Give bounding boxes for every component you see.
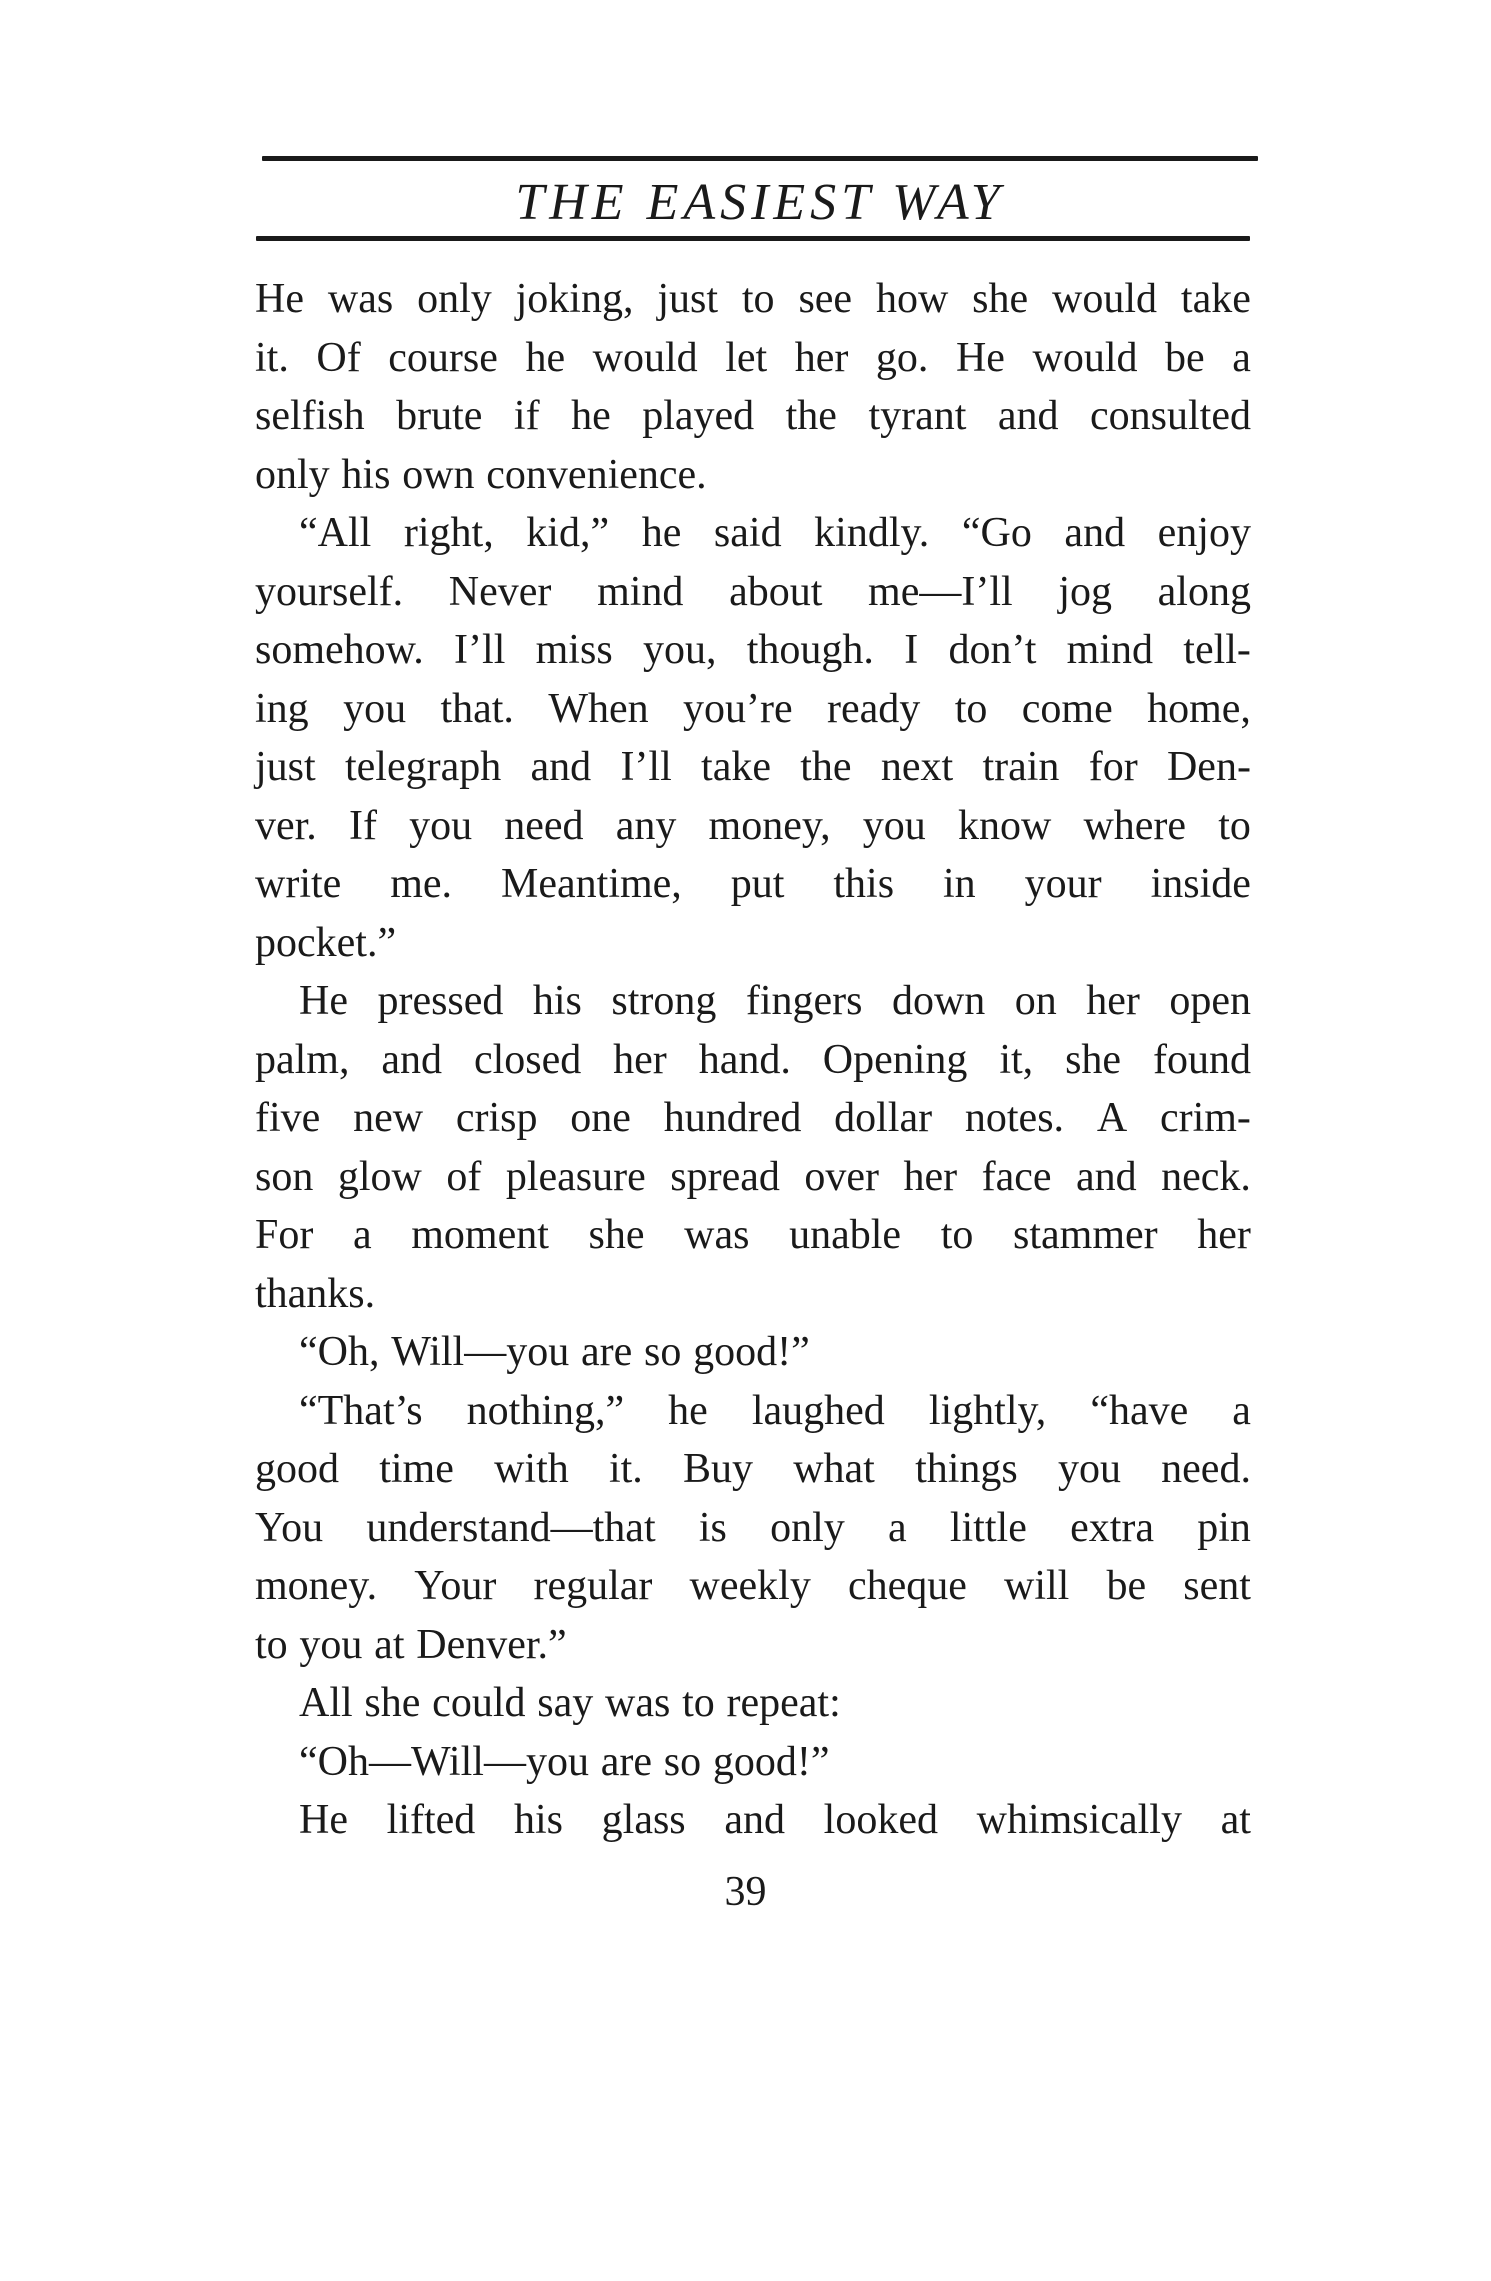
word: hand. bbox=[698, 1036, 791, 1083]
word: her bbox=[903, 1153, 958, 1200]
word: was bbox=[327, 276, 394, 322]
word: Will—you bbox=[391, 1329, 570, 1375]
word: only bbox=[417, 276, 492, 322]
text-line bbox=[255, 855, 1251, 914]
word: is bbox=[698, 1504, 727, 1551]
word: you bbox=[343, 685, 407, 732]
word: a bbox=[352, 1212, 372, 1258]
word: write bbox=[255, 861, 342, 907]
word: let bbox=[725, 334, 768, 381]
word: “All bbox=[299, 510, 372, 556]
word: he bbox=[641, 510, 682, 556]
word: he bbox=[525, 334, 566, 381]
word: I bbox=[904, 627, 919, 673]
word: the bbox=[785, 393, 837, 439]
word: own bbox=[402, 451, 475, 498]
text-line bbox=[255, 1206, 1251, 1265]
word: to bbox=[954, 685, 988, 732]
word: Never bbox=[448, 568, 552, 615]
text-line bbox=[255, 270, 1251, 329]
text-line bbox=[255, 1616, 1251, 1675]
page-number: 39 bbox=[724, 1869, 767, 1915]
word: understand—that bbox=[366, 1504, 656, 1551]
word: he bbox=[571, 393, 611, 439]
word: and bbox=[1064, 510, 1126, 556]
word: He bbox=[955, 334, 1005, 381]
word: selfish bbox=[255, 393, 365, 439]
word: me—I’ll bbox=[868, 568, 1013, 615]
word: A bbox=[1096, 1095, 1128, 1141]
word: you’re bbox=[683, 685, 793, 732]
word: her bbox=[794, 334, 849, 381]
word: to bbox=[741, 276, 775, 322]
word: was bbox=[684, 1212, 750, 1258]
word: “Oh, bbox=[299, 1329, 380, 1375]
word: say bbox=[537, 1680, 594, 1726]
word: it. bbox=[255, 334, 289, 381]
word: see bbox=[798, 276, 853, 322]
word: sent bbox=[1183, 1563, 1251, 1609]
word: I’ll bbox=[620, 744, 672, 790]
word: your bbox=[1024, 861, 1102, 907]
word: cheque bbox=[847, 1563, 967, 1609]
word: found bbox=[1152, 1036, 1251, 1083]
word: to bbox=[682, 1680, 715, 1726]
word: me. bbox=[390, 861, 453, 907]
word: pocket.” bbox=[255, 919, 397, 966]
text-line bbox=[255, 1733, 1251, 1792]
word: home, bbox=[1147, 685, 1251, 732]
word: she bbox=[588, 1212, 645, 1258]
word: would bbox=[592, 334, 698, 381]
word: pleasure bbox=[505, 1153, 646, 1200]
word: next bbox=[880, 744, 954, 790]
word: need bbox=[504, 802, 584, 849]
word: a bbox=[1232, 334, 1251, 381]
text-line bbox=[255, 621, 1251, 680]
word: pressed bbox=[377, 978, 504, 1024]
word: take bbox=[1180, 276, 1251, 322]
word: a bbox=[887, 1504, 907, 1551]
word: five bbox=[255, 1095, 321, 1141]
word: the bbox=[800, 744, 852, 790]
text-line bbox=[255, 914, 1251, 973]
word: strong bbox=[611, 978, 717, 1024]
word: just bbox=[255, 744, 316, 790]
word: money. bbox=[255, 1563, 378, 1609]
text-line bbox=[255, 680, 1251, 739]
word: tyrant bbox=[868, 393, 967, 439]
word: though. bbox=[746, 627, 874, 673]
word: moment bbox=[411, 1212, 549, 1258]
word: this bbox=[833, 861, 895, 907]
word: good!” bbox=[693, 1329, 810, 1375]
word: good!” bbox=[712, 1738, 830, 1785]
word: only bbox=[770, 1504, 845, 1551]
word: just bbox=[657, 276, 719, 322]
word: glow bbox=[337, 1153, 422, 1200]
word: He bbox=[299, 1797, 348, 1843]
word: fingers bbox=[745, 978, 863, 1024]
word: course bbox=[388, 334, 498, 381]
word: her bbox=[1086, 978, 1140, 1024]
word: in bbox=[943, 861, 976, 907]
word: things bbox=[915, 1446, 1018, 1492]
word: his bbox=[513, 1797, 563, 1843]
word: his bbox=[532, 978, 582, 1024]
word: glass bbox=[601, 1797, 686, 1843]
text-line bbox=[255, 329, 1251, 388]
word: along bbox=[1157, 568, 1251, 615]
word: laughed bbox=[751, 1387, 885, 1434]
word: could bbox=[432, 1680, 526, 1726]
word: at bbox=[1220, 1797, 1251, 1843]
word: for bbox=[1088, 744, 1138, 790]
word: weekly bbox=[689, 1563, 811, 1609]
word: her bbox=[613, 1036, 667, 1083]
word: repeat: bbox=[726, 1680, 841, 1726]
word: consulted bbox=[1090, 393, 1251, 439]
word: be bbox=[1106, 1563, 1147, 1609]
word: enjoy bbox=[1157, 510, 1251, 556]
word: money, bbox=[708, 802, 831, 849]
word: palm, bbox=[255, 1036, 350, 1083]
word: ready bbox=[827, 685, 921, 732]
word: you, bbox=[642, 627, 717, 673]
word: it. bbox=[608, 1446, 643, 1492]
word: notes. bbox=[964, 1095, 1065, 1141]
word: you bbox=[299, 1621, 363, 1668]
word: When bbox=[548, 685, 649, 732]
word: telegraph bbox=[344, 744, 502, 790]
word: Your bbox=[414, 1563, 497, 1609]
word: new bbox=[353, 1095, 424, 1141]
word: good bbox=[255, 1446, 339, 1492]
word: about bbox=[729, 568, 823, 615]
word: “have bbox=[1090, 1387, 1189, 1434]
header-rule-top bbox=[262, 156, 1258, 161]
word: Meantime, bbox=[501, 861, 682, 907]
word: take bbox=[701, 744, 771, 790]
body-text bbox=[255, 270, 1251, 1850]
word: train bbox=[982, 744, 1060, 790]
word: put bbox=[730, 861, 785, 907]
text-line bbox=[255, 972, 1251, 1031]
word: to bbox=[1218, 802, 1251, 849]
word: at bbox=[374, 1621, 405, 1668]
word: looked bbox=[823, 1797, 938, 1843]
word: ver. bbox=[255, 802, 317, 849]
word: crim- bbox=[1159, 1095, 1251, 1141]
word: are bbox=[580, 1329, 633, 1375]
word: be bbox=[1165, 334, 1205, 381]
word: I’ll bbox=[454, 627, 506, 673]
word: “Oh—Will—you bbox=[299, 1738, 589, 1785]
word: For bbox=[255, 1212, 314, 1258]
word: “Go bbox=[961, 510, 1032, 556]
word: Buy bbox=[682, 1446, 753, 1492]
word: would bbox=[1032, 334, 1138, 381]
word: and bbox=[724, 1797, 785, 1843]
word: closed bbox=[473, 1036, 582, 1083]
text-line bbox=[255, 1265, 1251, 1324]
word: a bbox=[1232, 1387, 1251, 1434]
word: ing bbox=[255, 685, 309, 732]
word: hundred bbox=[663, 1095, 802, 1141]
word: crisp bbox=[455, 1095, 538, 1141]
text-line bbox=[255, 1089, 1251, 1148]
word: spread bbox=[670, 1153, 780, 1200]
text-line bbox=[255, 504, 1251, 563]
word: he bbox=[668, 1387, 708, 1434]
word: little bbox=[949, 1504, 1027, 1551]
word: miss bbox=[535, 627, 613, 673]
word: on bbox=[1014, 978, 1057, 1024]
word: All bbox=[299, 1680, 353, 1726]
word: any bbox=[615, 802, 677, 849]
word: lifted bbox=[386, 1797, 476, 1843]
text-line bbox=[255, 1323, 1251, 1382]
word: said bbox=[713, 510, 782, 556]
word: jog bbox=[1058, 568, 1112, 615]
word: she bbox=[1065, 1036, 1122, 1083]
word: to bbox=[940, 1212, 974, 1258]
word: yourself. bbox=[255, 568, 404, 615]
word: don’t bbox=[948, 627, 1037, 673]
running-head: THE EASIEST WAY bbox=[515, 174, 1005, 231]
word: she bbox=[972, 276, 1029, 322]
word: where bbox=[1083, 802, 1187, 849]
text-line bbox=[255, 563, 1251, 622]
text-line bbox=[255, 1031, 1251, 1090]
word: If bbox=[348, 802, 377, 849]
word: You bbox=[255, 1504, 324, 1551]
word: nothing,” bbox=[466, 1387, 625, 1434]
text-line bbox=[255, 1499, 1251, 1558]
word: she bbox=[364, 1680, 421, 1726]
word: with bbox=[494, 1446, 569, 1492]
word: only bbox=[255, 451, 330, 498]
word: stammer bbox=[1013, 1212, 1158, 1258]
word: was bbox=[604, 1680, 671, 1726]
word: kid,” bbox=[526, 510, 610, 556]
word: “That’s bbox=[299, 1387, 423, 1434]
word: you bbox=[409, 802, 473, 849]
word: if bbox=[513, 393, 540, 439]
text-line bbox=[255, 1440, 1251, 1499]
text-line bbox=[255, 446, 1251, 505]
word: his bbox=[341, 451, 391, 498]
word: go. bbox=[875, 334, 929, 381]
word: whimsically bbox=[976, 1797, 1182, 1843]
word: tell- bbox=[1183, 627, 1251, 673]
word: so bbox=[643, 1329, 682, 1375]
text-line bbox=[255, 738, 1251, 797]
word: know bbox=[957, 802, 1052, 849]
word: kindly. bbox=[814, 510, 930, 556]
word: are bbox=[600, 1738, 652, 1785]
text-line bbox=[255, 1791, 1251, 1850]
word: will bbox=[1004, 1563, 1070, 1609]
word: He bbox=[299, 978, 348, 1024]
word: inside bbox=[1150, 861, 1251, 907]
word: open bbox=[1169, 978, 1251, 1024]
word: son bbox=[255, 1153, 314, 1200]
header-rule-bottom bbox=[256, 236, 1250, 241]
word: and bbox=[381, 1036, 443, 1083]
word: need. bbox=[1161, 1446, 1251, 1492]
word: it, bbox=[999, 1036, 1034, 1083]
word: lightly, bbox=[928, 1387, 1047, 1434]
word: of bbox=[446, 1153, 482, 1200]
word: neck. bbox=[1161, 1153, 1251, 1200]
word: mind bbox=[1066, 627, 1153, 673]
word: time bbox=[379, 1446, 454, 1492]
word: Of bbox=[316, 334, 361, 381]
word: pin bbox=[1197, 1504, 1251, 1551]
word: you bbox=[1057, 1446, 1121, 1492]
word: how bbox=[875, 276, 949, 322]
word: thanks. bbox=[255, 1270, 376, 1317]
word: come bbox=[1021, 685, 1113, 732]
word: extra bbox=[1070, 1504, 1155, 1551]
word: Opening bbox=[822, 1036, 968, 1083]
text-line bbox=[255, 387, 1251, 446]
word: would bbox=[1052, 276, 1158, 322]
word: and bbox=[1076, 1153, 1137, 1200]
word: over bbox=[804, 1153, 879, 1200]
word: down bbox=[891, 978, 986, 1024]
word: Denver.” bbox=[416, 1621, 567, 1668]
text-line bbox=[255, 1382, 1251, 1441]
text-line bbox=[255, 1148, 1251, 1207]
text-line bbox=[255, 1557, 1251, 1616]
word: mind bbox=[597, 568, 684, 615]
word: so bbox=[663, 1738, 702, 1785]
word: that. bbox=[440, 685, 514, 732]
word: face bbox=[981, 1153, 1052, 1200]
word: and bbox=[530, 744, 592, 790]
word: right, bbox=[403, 510, 494, 556]
word: to bbox=[255, 1621, 288, 1668]
text-line bbox=[255, 1674, 1251, 1733]
word: dollar bbox=[834, 1095, 933, 1141]
word: convenience. bbox=[486, 451, 707, 498]
word: her bbox=[1197, 1212, 1251, 1258]
word: played bbox=[642, 393, 755, 439]
word: Den- bbox=[1166, 744, 1251, 790]
word: what bbox=[793, 1446, 875, 1492]
word: unable bbox=[789, 1212, 902, 1258]
word: He bbox=[255, 276, 304, 322]
word: and bbox=[997, 393, 1059, 439]
text-line bbox=[255, 797, 1251, 856]
word: brute bbox=[396, 393, 483, 439]
word: regular bbox=[533, 1563, 653, 1609]
word: one bbox=[570, 1095, 631, 1141]
word: somehow. bbox=[255, 627, 424, 673]
word: you bbox=[862, 802, 926, 849]
word: joking, bbox=[515, 276, 634, 322]
